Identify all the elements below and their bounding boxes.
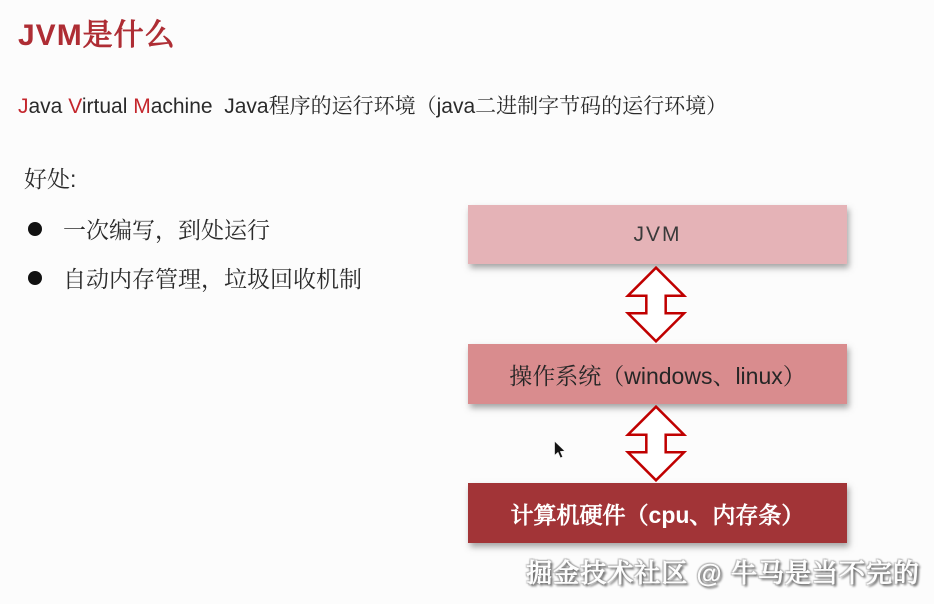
diagram-box-jvm (468, 205, 847, 264)
diagram-box-label: JVM (633, 222, 682, 246)
subtitle-text: achine Java程序的运行环境（java二进制字节码的运行环境） (150, 95, 728, 118)
benefits-label: 好处: (24, 166, 77, 192)
diagram-box-os (468, 344, 847, 404)
benefit-item (28, 212, 270, 245)
bullet-icon (28, 271, 42, 285)
diagram-box-label: 操作系统（windows、linux） (509, 362, 806, 389)
subtitle-text: irtual (81, 95, 134, 118)
watermark: 掘金技术社区 @ 牛马是当不完的 (526, 558, 920, 588)
diagram-box-label: 计算机硬件（cpu、内存条） (510, 501, 805, 528)
up-down-arrow-icon (625, 266, 687, 343)
benefit-item (28, 261, 362, 294)
subtitle-text: ava (28, 95, 69, 118)
benefit-text: 一次编写，到处运行 (63, 217, 270, 243)
bullet-icon (28, 222, 42, 236)
page-title: JVM是什么 (18, 19, 176, 52)
diagram-box-hardware (468, 483, 847, 543)
subtitle (18, 90, 727, 120)
up-down-arrow-icon (625, 405, 687, 482)
subtitle-letter-v: V (68, 95, 82, 118)
mouse-cursor-icon (553, 440, 566, 460)
subtitle-letter-m: M (133, 95, 151, 118)
benefit-text: 自动内存管理，垃圾回收机制 (63, 266, 362, 292)
subtitle-letter-j: J (18, 95, 29, 118)
